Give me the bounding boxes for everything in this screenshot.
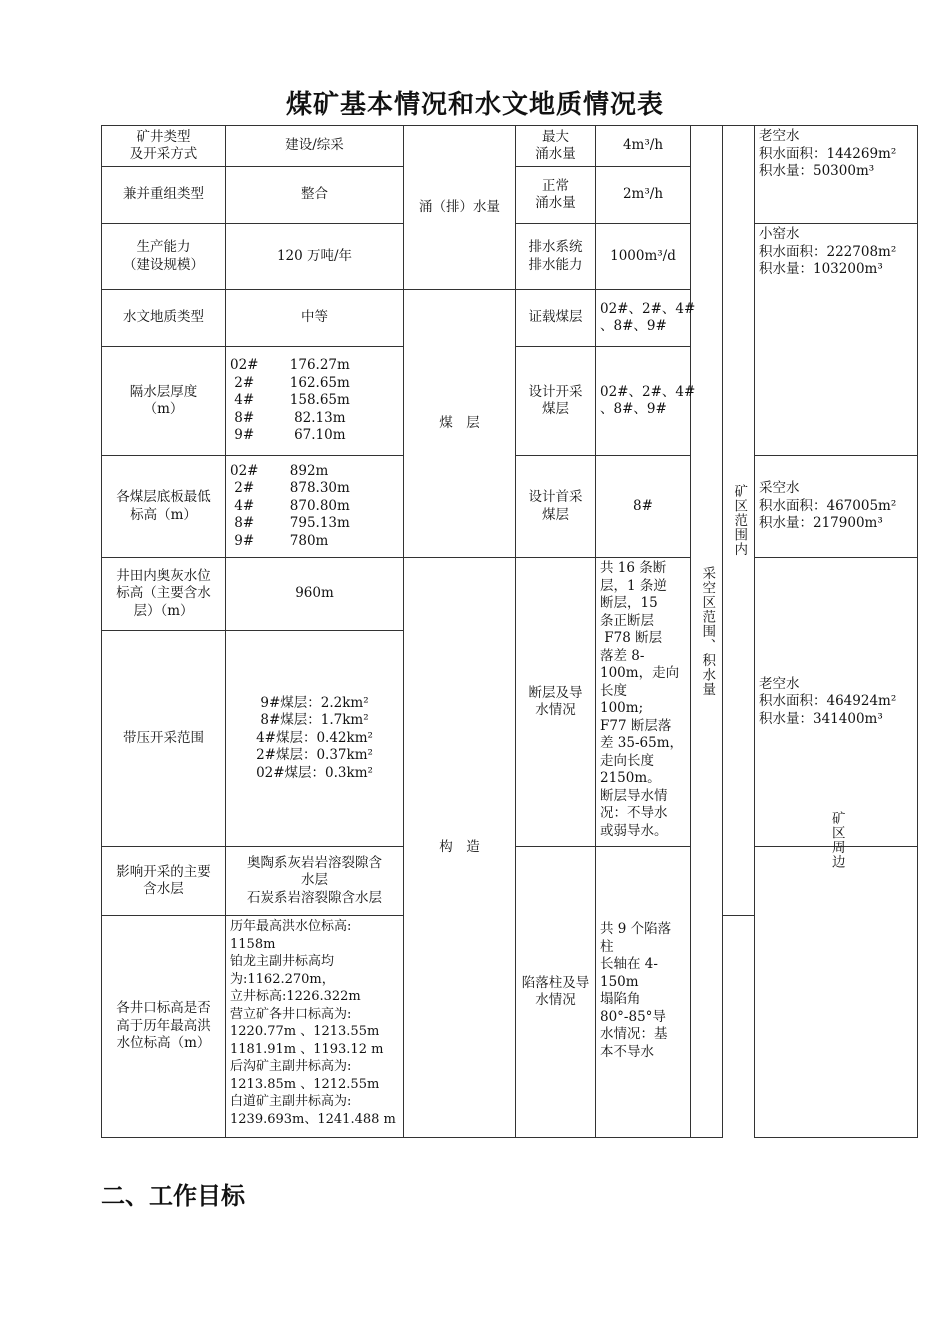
water-item-2: 小窑水 积水面积：222708m² 积水量：103200m³ [755,224,918,456]
goaf-label-cell [691,126,723,1138]
mine-area-surrounding-cell [755,811,918,1138]
ordovician-level-label: 井田内奥灰水位 标高（主要含水 层）（m） [102,558,226,631]
wellhead-elev-label: 各井口标高是否 高于历年最高洪 水位标高（m） [102,916,226,1138]
merger-type-value: 整合 [226,167,404,224]
capacity-value: 120 万吨/年 [226,224,404,290]
licensed-seam-label: 证载煤层 [516,290,596,347]
mine-type-value: 建设/综采 [226,126,404,167]
first-seam-label: 设计首采 煤层 [516,456,596,558]
design-seam-label: 设计开采 煤层 [516,347,596,456]
floor-elev-value: 02# 892m 2# 878.30m 4# 870.80m 8# 795.13m 9# 780m [226,456,404,558]
page-title: 煤矿基本情况和水文地质情况表 [285,90,664,120]
pressure-mining-value: 9#煤层：2.2km² 8#煤层：1.7km² 4#煤层：0.42km² 2#煤层：0.37km² 02#煤层：0.3km² [226,631,404,847]
water-item-1: 老空水 积水面积：144269m² 积水量：50300m³ [755,126,918,224]
normal-inflow-value: 2m³/h [596,167,691,224]
mine-type-label: 矿井类型 及开采方式 [102,126,226,167]
collapse-column-value: 共 9 个陷落 柱 长轴在 4- 150m 塌陷角 80°-85°导 水情况：基 本不导水 [596,847,691,1138]
section-heading: 二、工作目标 [101,1182,245,1210]
capacity-label: 生产能力 （建设规模） [102,224,226,290]
hydro-type-label: 水文地质类型 [102,290,226,347]
wellhead-elev-value: 历年最高洪水位标高: 1158m 铂龙主副井标高均 为:1162.270m， 立井标高:1226.322m 营立矿各井口标高为: 1220.77m 、1213.55m 1181.91m 、1193.12 m 后沟矿主副井标高为: 1213.85m 、1212.55m 白道矿主副井标高为: 1239.693m、1241.488 m [226,916,404,1138]
design-seam-value: 02#、2#、4# 、8#、9# [596,347,691,456]
floor-elev-label: 各煤层底板最低 标高（m） [102,456,226,558]
drainage-capacity-label: 排水系统 排水能力 [516,224,596,290]
aquiclude-value: 02# 176.27m 2# 162.65m 4# 158.65m 8# 82.13m 9# 67.10m [226,347,404,456]
water-inflow-label: 涌（排）水量 [404,126,516,290]
fault-value: 共 16 条断 层，1 条逆 断层，15 条正断层 F78 断层 落差 8- 100m，走向 长度 100m; F77 断层落 差 35-65m， 走向长度 2150m。 断层导水情 况：不导水 或弱导水。 [596,558,691,847]
mine-area-inside-label: 矿区范围内 [731,484,748,557]
mine-area-surrounding-label: 矿区周边 [828,811,845,869]
collapse-column-label: 陷落柱及导 水情况 [516,847,596,1138]
structure-label: 构 造 [404,558,516,1138]
main-aquifer-value: 奥陶系灰岩岩溶裂隙含 水层 石炭系岩溶裂隙含水层 [226,847,404,916]
mine-area-inside-cell [723,126,755,916]
licensed-seam-value: 02#、2#、4# 、8#、9# [596,290,691,347]
hydro-type-value: 中等 [226,290,404,347]
goaf-label: 采空区范围、积水量 [699,566,716,697]
coal-seam-label: 煤 层 [404,290,516,558]
main-aquifer-label: 影响开采的主要 含水层 [102,847,226,916]
fault-label: 断层及导 水情况 [516,558,596,847]
aquiclude-label: 隔水层厚度 （m） [102,347,226,456]
pressure-mining-label: 带压开采范围 [102,631,226,847]
coal-mine-info-table [101,125,918,1138]
water-item-3: 采空水 积水面积：467005m² 积水量：217900m³ [755,456,918,558]
drainage-capacity-value: 1000m³/d [596,224,691,290]
ordovician-level-value: 960m [226,558,404,631]
normal-inflow-label: 正常 涌水量 [516,167,596,224]
max-inflow-label: 最大 涌水量 [516,126,596,167]
water-item-4: 老空水 积水面积：464924m² 积水量：341400m³ [755,558,918,847]
merger-type-label: 兼并重组类型 [102,167,226,224]
first-seam-value: 8# [596,456,691,558]
max-inflow-value: 4m³/h [596,126,691,167]
